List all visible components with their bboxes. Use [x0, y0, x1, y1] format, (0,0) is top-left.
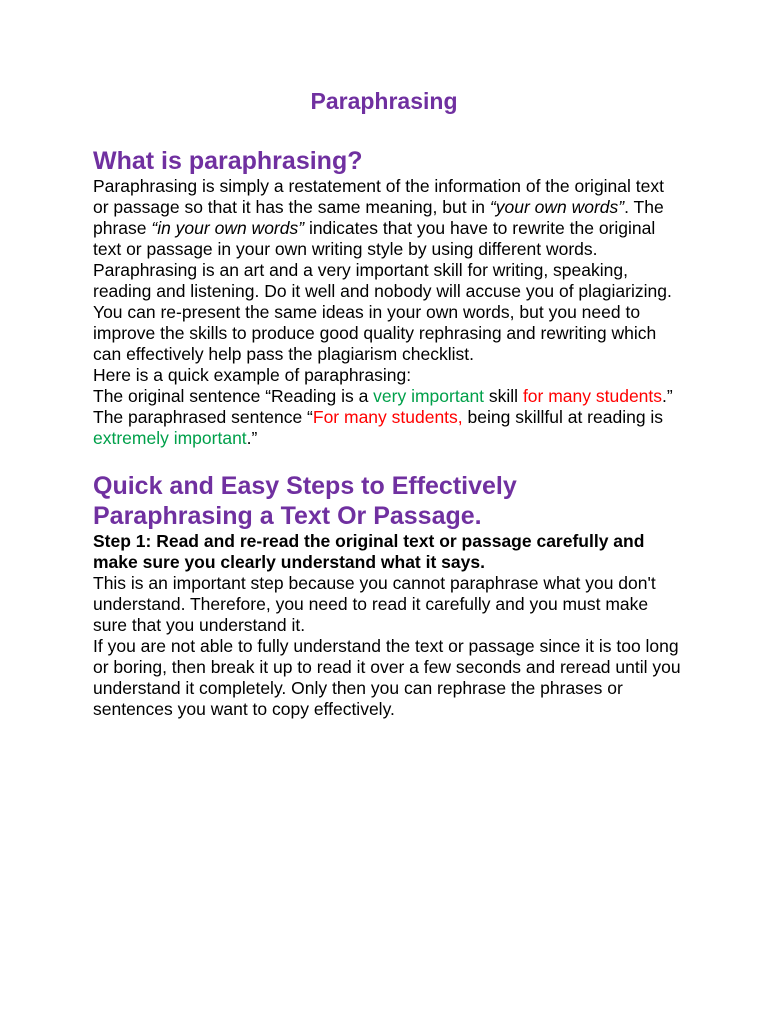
paragraph-art: Paraphrasing is an art and a very important skill for writing, speaking, reading and listening. Do it well and nobody will accuse you of plagiarizing.	[93, 260, 672, 301]
paragraph-definition	[93, 176, 683, 260]
step-1-heading: Step 1: Read and re-read the original text or passage carefully and make sure you clearly understand what it says.	[93, 531, 645, 572]
paragraph-represent: You can re-present the same ideas in your own words, but you need to improve the skills to produce good quality rephrasing and rewriting which can effectively help pass the plagiarism checklist.	[93, 302, 657, 364]
highlight-red: for many students	[522, 386, 663, 406]
document-body	[93, 146, 683, 720]
highlight-green: extremely important	[93, 428, 247, 448]
paragraph-original-sentence	[93, 386, 683, 407]
highlight-red: For many students,	[312, 407, 463, 427]
section-heading-steps: Quick and Easy Steps to Effectively Paraphrasing a Text Or Passage.	[93, 472, 517, 530]
paragraph-example-intro: Here is a quick example of paraphrasing:	[93, 365, 412, 385]
text-run: . The phrase	[93, 197, 664, 238]
text-run: indicates that you have to rewrite the original text or passage in your own writing style by using different words.	[93, 218, 656, 259]
text-run: .”	[662, 386, 673, 406]
paragraph-step-1-breakup: If you are not able to fully understand the text or passage since it is too long or boring, then break it up to read it over a few seconds and reread until you understand it completely. Only then you can rephrase the phrases or sentences you want to copy effectively.	[93, 636, 681, 719]
section-heading-what-is: What is paraphrasing?	[93, 147, 363, 175]
text-run: .”	[246, 428, 258, 448]
paragraph-paraphrased-sentence	[93, 407, 683, 449]
text-run: The paraphrased sentence “	[93, 407, 313, 427]
text-run: being skillful at reading is	[462, 407, 664, 427]
highlight-green: very important	[373, 386, 485, 406]
italic-quote: “in your own words”	[151, 218, 305, 238]
text-run: skill	[484, 386, 523, 406]
italic-quote: “your own words”	[489, 197, 625, 217]
paragraph-step-1-importance: This is an important step because you cannot paraphrase what you don't understand. Therefore, you need to read it carefully and you must make sure that you understand it.	[93, 573, 656, 635]
text-run: The original sentence “Reading is a	[93, 386, 374, 406]
page-title: Paraphrasing	[310, 88, 458, 114]
text-run: Paraphrasing is simply a restatement of the information of the original text or passage so that it has the same meaning, but in	[93, 176, 664, 217]
